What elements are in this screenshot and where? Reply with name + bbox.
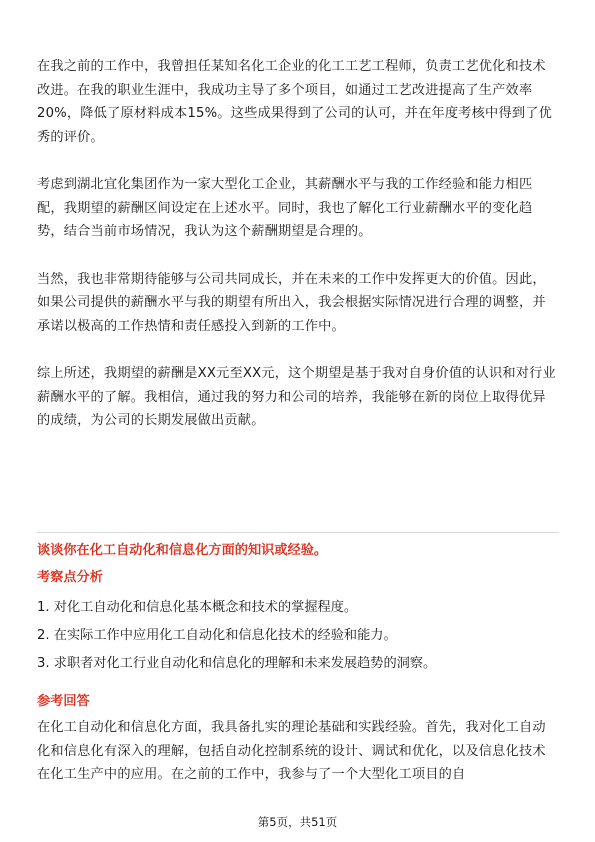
analysis-list [37,596,559,680]
list-item: 1. 对化工自动化和信息化基本概念和技术的掌握程度。 [37,600,358,615]
question-title: 谈谈你在化工自动化和信息化方面的知识或经验。 [37,543,328,558]
page-footer: 第5页，共51页 [257,815,338,829]
paragraph-2: 考虑到湖北宜化集团作为一家大型化工企业，其薪酬水平与我的工作经验和能力相匹配，我期望的薪酬区间设定在上述水平。同时，我也了解化工行业薪酬水平的变化趋势，结合当前市场情况，我认为这个薪酬期望是合理的。 [37,177,533,239]
section-divider [37,532,559,533]
reference-answer: 在化工自动化和信息化方面，我具备扎实的理论基础和实践经验。首先，我对化工自动化和信息化有深入的理解，包括自动化控制系统的设计、调试和优化，以及信息化技术在化工生产中的应用。在之前的工作中，我参与了一个大型化工项目的自 [37,720,546,782]
paragraph-1: 在我之前的工作中，我曾担任某知名化工企业的化工工艺工程师，负责工艺优化和技术改进。在我的职业生涯中，我成功主导了多个项目，如通过工艺改进提高了生产效率20%，降低了原材料成本15%。这些成果得到了公司的认可，并在年度考核中得到了优秀的评价。 [37,59,552,145]
body-text [37,55,559,433]
paragraph-3: 当然，我也非常期待能够与公司共同成长，并在未来的工作中发挥更大的价值。因此，如果公司提供的薪酬水平与我的期望有所出入，我会根据实际情况进行合理的调整，并承诺以极高的工作热情和责任感投入到新的工作中。 [37,271,546,334]
analysis-heading: 考察点分析 [37,570,103,585]
list-item: 3. 求职者对化工行业自动化和信息化的理解和未来发展趋势的洞察。 [37,656,437,671]
list-item: 2. 在实际工作中应用化工自动化和信息化技术的经验和能力。 [37,628,397,643]
paragraph-4: 综上所述，我期望的薪酬是XX元至XX元，这个期望是基于我对自身价值的认识和对行业薪酬水平的了解。我相信，通过我的努力和公司的培养，我能够在新的岗位上取得优异的成绩，为公司的长期发展做出贡献。 [37,366,556,428]
reference-heading: 参考回答 [37,694,90,709]
